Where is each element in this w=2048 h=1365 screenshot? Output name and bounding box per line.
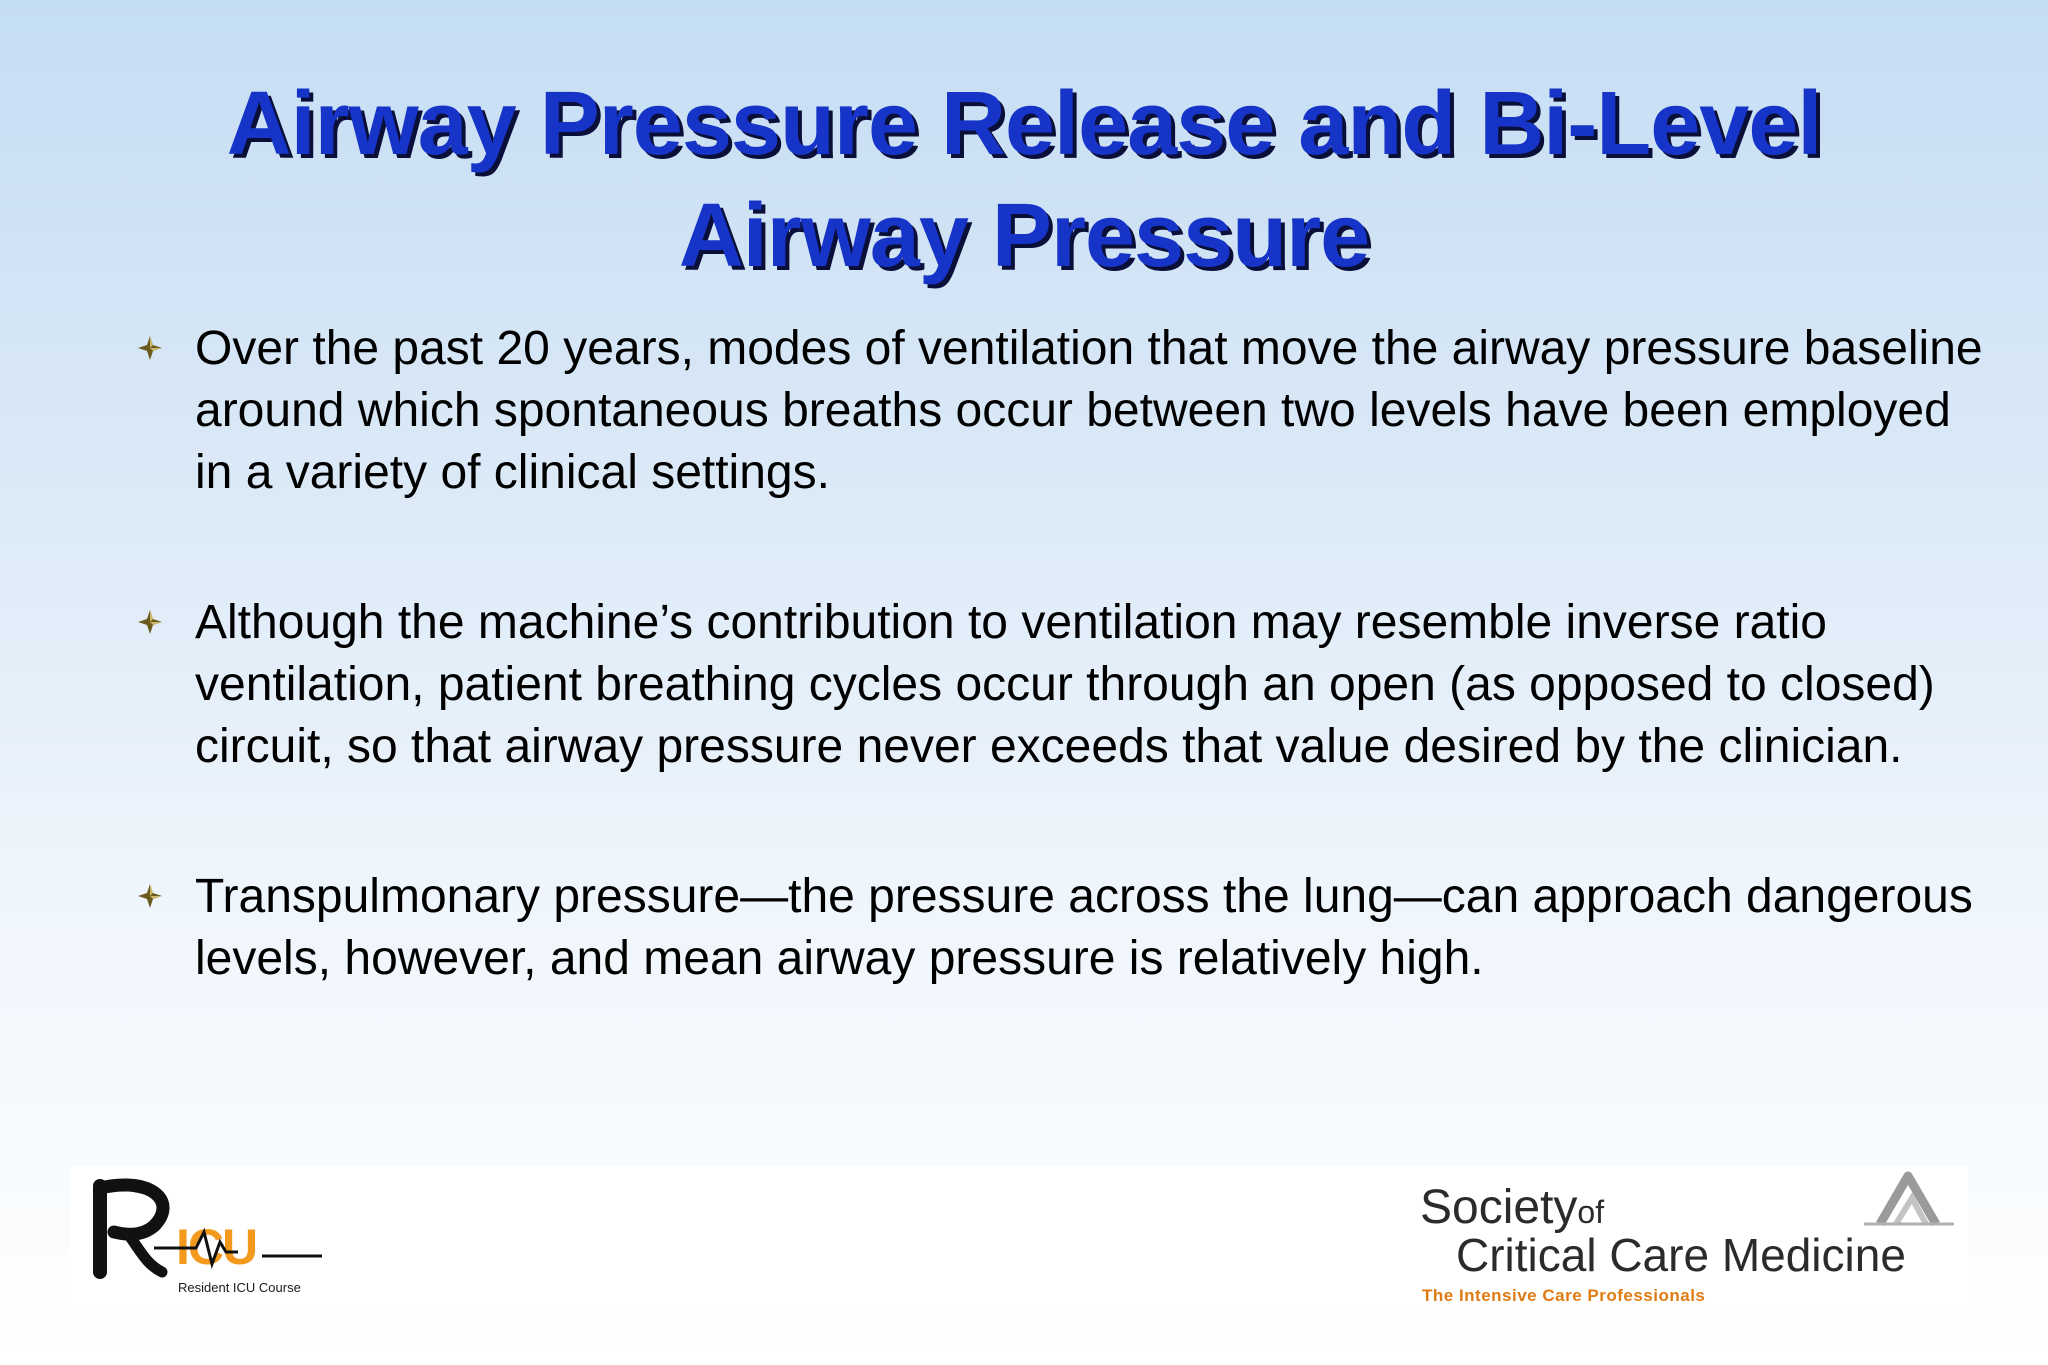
slide-title-line-2: Airway Pressure — [678, 186, 1370, 286]
sccm-of: of — [1577, 1194, 1605, 1230]
ricu-caption: Resident ICU Course — [178, 1280, 301, 1295]
four-point-star-bullet-icon — [136, 882, 164, 910]
bullet-item — [130, 318, 1990, 504]
sccm-organization-name: Critical Care Medicine — [1456, 1229, 1906, 1281]
slide-title-line-1: Airway Pressure Release and Bi-Level — [226, 74, 1822, 174]
sccm-society: Society — [1420, 1181, 1578, 1234]
sccm-logo — [1410, 1166, 1970, 1310]
triangle-logo-icon — [1850, 1168, 1960, 1228]
bullet-item — [130, 592, 1990, 778]
ricu-wordmark: ICU — [176, 1219, 257, 1275]
ricu-logo-mark — [92, 1172, 332, 1282]
sccm-tagline: The Intensive Care Professionals — [1422, 1286, 1706, 1305]
bullet-item — [130, 866, 1990, 990]
bullet-list — [130, 318, 1990, 990]
four-point-star-bullet-icon — [136, 608, 164, 636]
slide-title — [0, 68, 2048, 292]
bullet-text: Transpulmonary pressure—the pressure across the lung—can approach dangerous levels, however, and mean airway pressure is relatively high. — [195, 870, 1973, 985]
four-point-star-bullet-icon — [136, 334, 164, 362]
bullet-text: Although the machine’s contribution to ventilation may resemble inverse ratio ventilation, patient breathing cycles occur through an open (as opposed to closed) circuit, so that airway pressure never exceeds that value desired by the clinician. — [195, 596, 1935, 773]
sccm-society-text — [1420, 1180, 1604, 1235]
bullet-text: Over the past 20 years, modes of ventilation that move the airway pressure baseline around which spontaneous breaths occur between two levels have been employed in a variety of clinical settings. — [195, 322, 1983, 499]
